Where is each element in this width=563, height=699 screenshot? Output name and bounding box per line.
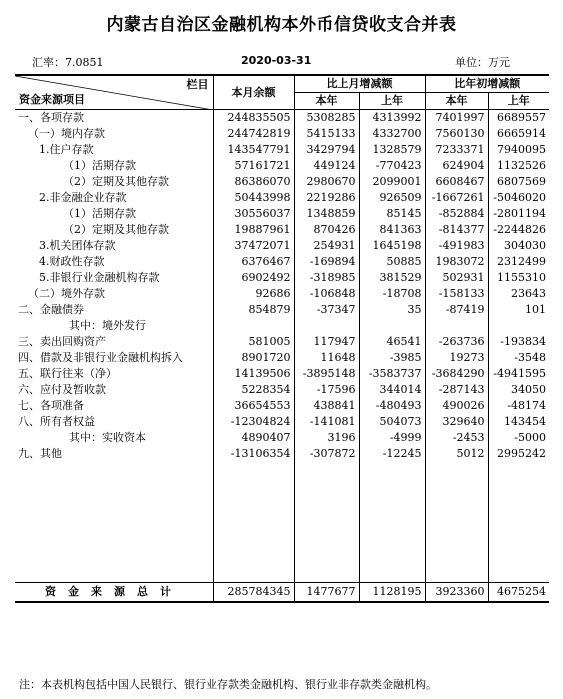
vs-last-month-last-year-cell: 35 [359,302,425,318]
table-row [15,398,549,414]
vs-year-start-this-year-cell: 329640 [425,414,488,430]
vs-last-month-last-year-cell [359,318,425,334]
row-name: 四、借款及非银行业金融机构拆入 [18,351,183,364]
row-name: 其中：境外发行 [69,319,146,332]
vs-last-month-this-year-cell: 5308285 [294,110,359,127]
vs-year-start-last-year-cell: -5046020 [488,190,549,206]
table-row [15,302,549,318]
current-balance-cell: -13106354 [213,446,294,462]
vs-year-start-last-year-cell: -193834 [488,334,549,350]
vs-last-month-last-year-cell: -3985 [359,350,425,366]
current-balance-cell: 86386070 [213,174,294,190]
vs-last-month-this-year-cell: 1348859 [294,206,359,222]
credit-table [15,74,549,603]
row-name: 1.住户存款 [39,143,94,156]
current-balance-cell: 4890407 [213,430,294,446]
vs-last-month-this-year-cell: 3429794 [294,142,359,158]
vs-last-month-last-year-cell: -12245 [359,446,425,462]
row-name: （1）活期存款 [63,159,136,172]
current-balance-cell: 581005 [213,334,294,350]
table-body [15,110,549,603]
spacer-cell [359,462,425,583]
vs-last-month-this-year-cell: -307872 [294,446,359,462]
vs-year-start-last-year-cell: -2244826 [488,222,549,238]
vs-last-month-last-year-cell: -770423 [359,158,425,174]
current-balance-cell: 6902492 [213,270,294,286]
row-name: 六、应付及暂收款 [18,383,106,396]
vs-year-start-this-year-cell: 7401997 [425,110,488,127]
vs-year-start-last-year-cell: 1155310 [488,270,549,286]
current-balance-cell: 30556037 [213,206,294,222]
header-current-balance: 本月余额 [213,75,294,110]
vs-year-start-last-year-cell: 2312499 [488,254,549,270]
current-balance-cell: 143547791 [213,142,294,158]
spacer-row [15,462,549,583]
vs-year-start-this-year-cell: 502931 [425,270,488,286]
vs-year-start-this-year-cell: 7233371 [425,142,488,158]
vs-last-month-this-year-cell: 117947 [294,334,359,350]
table-row [15,158,549,174]
vs-last-month-this-year-cell: -318985 [294,270,359,286]
table-row [15,350,549,366]
row-name: 5.非银行业金融机构存款 [39,271,160,284]
vs-last-month-this-year-cell: 11648 [294,350,359,366]
table-row [15,286,549,302]
vs-last-month-last-year-cell: 46541 [359,334,425,350]
row-name: 九、其他 [18,447,62,460]
table-row [15,174,549,190]
vs-year-start-last-year-cell: 2995242 [488,446,549,462]
vs-last-month-last-year-cell: 4332700 [359,126,425,142]
report-title: 内蒙古自治区金融机构本外币信贷收支合并表 [106,15,457,35]
current-balance-cell: 5228354 [213,382,294,398]
row-name: 2.非金融企业存款 [39,191,127,204]
vs-year-start-this-year-cell: -491983 [425,238,488,254]
table-row [15,270,549,286]
vs-last-month-this-year-cell: -106848 [294,286,359,302]
vs-year-start-last-year-cell: 143454 [488,414,549,430]
row-label: 资金来源项目 [19,93,85,106]
vs-last-month-this-year-cell: -3895148 [294,366,359,382]
vs-year-start-this-year-cell: -814377 [425,222,488,238]
table-row [15,318,549,334]
vs-year-start-last-year-cell: 34050 [488,382,549,398]
vs-last-month-last-year-cell: -4999 [359,430,425,446]
vs-year-start-this-year-cell: -158133 [425,286,488,302]
vs-last-month-this-year-cell: 254931 [294,238,359,254]
vs-year-start-this-year-cell: 5012 [425,446,488,462]
vs-last-month-last-year-cell: 504073 [359,414,425,430]
spacer-cell [488,462,549,583]
table-row [15,254,549,270]
vs-last-month-this-year-cell: 870426 [294,222,359,238]
row-name: 其中：实收资本 [69,431,146,444]
header-vs-year-start: 比年初增减额 [425,75,549,93]
vs-year-start-this-year-cell: 6608467 [425,174,488,190]
vs-year-start-last-year-cell: 1132526 [488,158,549,174]
header-this-year: 本年 [294,93,359,110]
row-name: 3.机关团体存款 [39,239,116,252]
vs-last-month-this-year-cell: 2219286 [294,190,359,206]
vs-year-start-this-year-cell: -1667261 [425,190,488,206]
vs-year-start-this-year-cell: 7560130 [425,126,488,142]
table-row [15,190,549,206]
vs-last-month-last-year-cell: 344014 [359,382,425,398]
exchange-rate: 汇率：7.0851 [32,56,104,69]
current-balance-cell: 854879 [213,302,294,318]
vs-year-start-last-year-cell: 6807569 [488,174,549,190]
vs-year-start-this-year-cell: 3923360 [425,583,488,603]
current-balance-cell: 36654553 [213,398,294,414]
table-row [15,206,549,222]
vs-last-month-last-year-cell: 1645198 [359,238,425,254]
current-balance-cell: 19887961 [213,222,294,238]
header-last-year-2: 上年 [488,93,549,110]
table-row [15,126,549,142]
vs-last-month-this-year-cell: 5415133 [294,126,359,142]
vs-year-start-last-year-cell: 6689557 [488,110,549,127]
row-name: 七、各项准备 [18,399,84,412]
table-row [15,238,549,254]
row-name: （二）境外存款 [28,287,105,300]
spacer-cell [213,462,294,583]
table-row [15,382,549,398]
vs-year-start-last-year-cell: -4941595 [488,366,549,382]
table-row [15,366,549,382]
row-name: 资金来源总计 [15,583,213,603]
vs-last-month-this-year-cell: -37347 [294,302,359,318]
vs-last-month-this-year-cell: 1477677 [294,583,359,603]
vs-year-start-this-year-cell: 624904 [425,158,488,174]
vs-year-start-this-year-cell [425,318,488,334]
vs-last-month-this-year-cell: 2980670 [294,174,359,190]
current-balance-cell: 285784345 [213,583,294,603]
vs-last-month-last-year-cell: 381529 [359,270,425,286]
row-name: 4.财政性存款 [39,255,105,268]
current-balance-cell: 14139506 [213,366,294,382]
vs-year-start-this-year-cell: -87419 [425,302,488,318]
vs-year-start-this-year-cell: -2453 [425,430,488,446]
current-balance-cell: 244742819 [213,126,294,142]
vs-year-start-last-year-cell: -48174 [488,398,549,414]
column-label: 栏目 [186,78,209,91]
vs-last-month-last-year-cell: 1128195 [359,583,425,603]
vs-year-start-last-year-cell: -3548 [488,350,549,366]
vs-last-month-this-year-cell: 3196 [294,430,359,446]
vs-year-start-this-year-cell: 490026 [425,398,488,414]
row-name: （2）定期及其他存款 [63,223,169,236]
vs-year-start-last-year-cell: -2801194 [488,206,549,222]
current-balance-cell: 57161721 [213,158,294,174]
table-row [15,414,549,430]
vs-last-month-this-year-cell: -169894 [294,254,359,270]
unit-label: 单位：万元 [455,56,510,69]
current-balance-cell: 244835505 [213,110,294,127]
current-balance-cell: -12304824 [213,414,294,430]
vs-last-month-last-year-cell: 926509 [359,190,425,206]
row-name: 八、所有者权益 [18,415,95,428]
table-header [15,75,549,110]
vs-year-start-last-year-cell: 6665914 [488,126,549,142]
vs-last-month-last-year-cell: -480493 [359,398,425,414]
row-name: 三、卖出回购资产 [18,335,106,348]
vs-year-start-this-year-cell: 1983072 [425,254,488,270]
vs-last-month-this-year-cell [294,318,359,334]
vs-last-month-this-year-cell: -141081 [294,414,359,430]
table-row [15,142,549,158]
report-date: 2020-03-31 [241,54,312,67]
header-vs-last-month: 比上月增减额 [294,75,425,93]
header-last-year: 上年 [359,93,425,110]
vs-year-start-this-year-cell: 19273 [425,350,488,366]
vs-year-start-last-year-cell [488,318,549,334]
row-name: （1）活期存款 [63,207,136,220]
current-balance-cell [213,318,294,334]
vs-year-start-this-year-cell: -263736 [425,334,488,350]
row-name: 二、金融债券 [18,303,84,316]
vs-year-start-this-year-cell: -852884 [425,206,488,222]
vs-year-start-last-year-cell: 4675254 [488,583,549,603]
header-this-year-2: 本年 [425,93,488,110]
spacer-cell [294,462,359,583]
vs-year-start-last-year-cell: 7940095 [488,142,549,158]
vs-last-month-last-year-cell: 85145 [359,206,425,222]
footnote: 注：本表机构包括中国人民银行、银行业存款类金融机构、银行业非存款类金融机构。 [19,678,437,691]
vs-year-start-this-year-cell: -3684290 [425,366,488,382]
vs-year-start-last-year-cell: 101 [488,302,549,318]
table-row [15,446,549,462]
vs-year-start-this-year-cell: -287143 [425,382,488,398]
spacer-cell [425,462,488,583]
row-name: 一、各项存款 [18,111,84,124]
vs-last-month-last-year-cell: 841363 [359,222,425,238]
vs-last-month-last-year-cell: 2099001 [359,174,425,190]
table-row [15,583,549,603]
spacer-cell [15,462,213,583]
current-balance-cell: 37472071 [213,238,294,254]
table-row [15,334,549,350]
current-balance-cell: 92686 [213,286,294,302]
vs-last-month-last-year-cell: 50885 [359,254,425,270]
vs-year-start-last-year-cell: -5000 [488,430,549,446]
row-name: （一）境内存款 [28,127,105,140]
row-name: （2）定期及其他存款 [63,175,169,188]
vs-last-month-this-year-cell: 449124 [294,158,359,174]
vs-last-month-this-year-cell: -17596 [294,382,359,398]
current-balance-cell: 8901720 [213,350,294,366]
vs-year-start-last-year-cell: 304030 [488,238,549,254]
current-balance-cell: 6376467 [213,254,294,270]
vs-last-month-this-year-cell: 438841 [294,398,359,414]
table-row [15,222,549,238]
table-row [15,110,549,127]
vs-last-month-last-year-cell: 1328579 [359,142,425,158]
table-row [15,430,549,446]
vs-last-month-last-year-cell: -18708 [359,286,425,302]
diagonal-header-cell [15,75,213,110]
vs-last-month-last-year-cell: -3583737 [359,366,425,382]
current-balance-cell: 50443998 [213,190,294,206]
vs-year-start-last-year-cell: 23643 [488,286,549,302]
row-name: 五、联行往来（净） [18,367,117,380]
vs-last-month-last-year-cell: 4313992 [359,110,425,127]
